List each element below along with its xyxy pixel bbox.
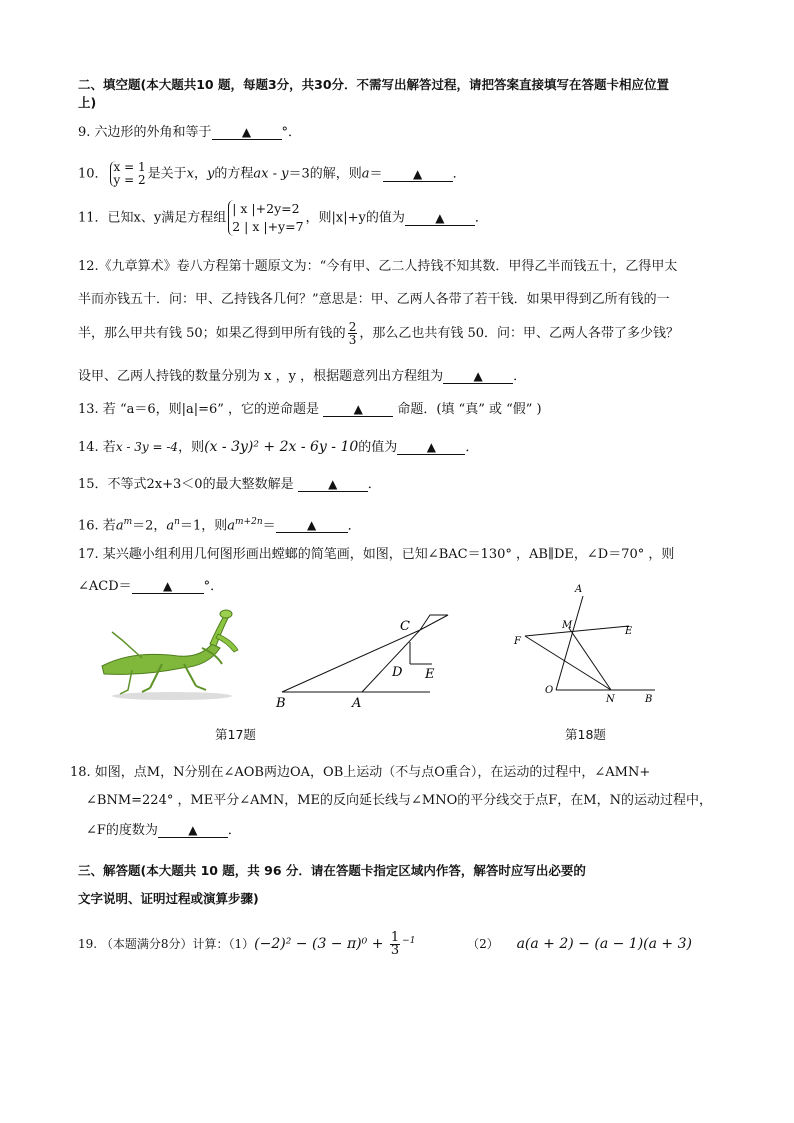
label-B: B	[645, 694, 653, 704]
question-19: 19. （本题满分8分）计算：（1）(−2)² − (3 − π)⁰ + $\frac{1}{3}$ $^{-1}$ （2） a(a + 2) − (a − 1)(a + 3)	[78, 930, 692, 958]
question-9: 9. 六边形的外角和等于 ▲ °．	[78, 125, 302, 140]
section3-heading-line1: 三、解答题(本大题共 10 题，共 96 分．请在答题卡指定区域内作答，解答时应写出必要的	[78, 863, 586, 878]
question-13: 13. 若 “a＝6，则|a|=6” ，它的逆命题是 ▲ 命题．(填 “真” 或 “假” )	[78, 402, 542, 417]
label-A: A	[352, 696, 362, 708]
answer-blank: ▲	[383, 167, 453, 182]
answer-blank: ▲	[132, 579, 204, 594]
section3-heading-line2: 文字说明、证明过程或演算步骤)	[78, 891, 259, 906]
question-18-line2: ∠BNM=224° ，ME平分∠AMN，ME的反向延长线与∠MNO的平分线交于点F，在M，N的运动过程中，	[86, 793, 712, 808]
answer-blank: ▲	[405, 211, 475, 226]
label-E: E	[425, 667, 435, 682]
answer-blank: ▲	[397, 440, 465, 455]
question-10: 10． x = 1 y = 2 是关于x，y的方程ax - y＝3的解，则a＝ ▲ ．	[78, 160, 466, 187]
label-B: B	[276, 696, 286, 708]
question-16: 16. 若$a^m=2$，$a^n=1$，则$a^{m+2n}=$ ▲ ．	[78, 517, 361, 534]
question-12-line4: 设甲、乙两人持钱的数量分别为 x ，y ，根据题意列出方程组为 ▲ ．	[78, 369, 527, 384]
question-11: 11．已知x、y满足方程组| x |+2y=2 2 | x |+y=7，则|x|+y的值为 ▲ ．	[78, 201, 488, 234]
equation-system: | x |+2y=2 2 | x |+y=7	[228, 200, 303, 236]
label-F: F	[514, 636, 521, 647]
fraction: $\frac{2}{3}$	[348, 320, 357, 347]
mantis-illustration	[92, 604, 242, 700]
question-17-line2: ∠ACD＝ ▲ °．	[78, 579, 224, 594]
answer-blank: ▲	[298, 477, 368, 492]
question-18-line3: ∠F的度数为 ▲ ．	[86, 823, 241, 838]
figure-17-caption: 第17题	[215, 727, 256, 742]
figure-18-diagram	[505, 578, 675, 704]
question-17-line1: 17. 某兴趣小组利用几何图形画出螳螂的简笔画，如图，已知∠BAC＝130° ，AB∥DE，∠D＝70° ，则	[78, 547, 675, 562]
label-D: D	[392, 665, 403, 680]
question-18-line1: 18. 如图，点M，N分别在∠AOB两边OA，OB上运动（不与点O重合），在运动的过程中，∠AMN+	[70, 765, 651, 780]
answer-blank: ▲	[212, 125, 282, 140]
question-12-line2: 半而亦钱五十．问：甲、乙持钱各几何？”意思是：甲、乙两人各带了若干钱．如果甲得到乙所有钱的一	[78, 292, 670, 307]
label-M: M	[562, 620, 573, 631]
label-E: E	[625, 626, 633, 637]
answer-blank: ▲	[443, 369, 513, 384]
question-12-line3: 半，那么甲共有钱 50；如果乙得到甲所有钱的 $\frac{2}{3}$ ，那么乙也共有钱 50．问：甲、乙两人各带了多少钱？	[78, 320, 680, 347]
fraction: $\frac{1}{3}$	[390, 930, 400, 958]
label-A: A	[575, 584, 583, 595]
section2-heading: 二、填空题(本大题共10 题，每题3分，共30分．不需写出解答过程，请把答案直接填写在答题卡相应位置 上)	[78, 77, 670, 110]
question-15: 15．不等式2x+3＜0的最大整数解是 ▲ ．	[78, 477, 381, 492]
label-N: N	[606, 694, 615, 704]
figure-18-caption: 第18题	[565, 727, 606, 742]
label-O: O	[545, 685, 554, 696]
question-14: 14. 若x - 3y = -4，则(x - 3y)² + 2x - 6y - 10的值为 ▲ ．	[78, 439, 479, 455]
figure-17-diagram	[270, 608, 460, 708]
answer-blank: ▲	[158, 823, 228, 838]
equation-system: x = 1 y = 2	[110, 161, 146, 187]
question-12-line1: 12.《九章算术》卷八方程第十题原文为：“今有甲、乙二人持钱不知其数．甲得乙半而钱五十，乙得甲太	[78, 259, 678, 274]
answer-blank: ▲	[323, 402, 393, 417]
label-C: C	[400, 619, 410, 634]
answer-blank: ▲	[276, 518, 348, 533]
